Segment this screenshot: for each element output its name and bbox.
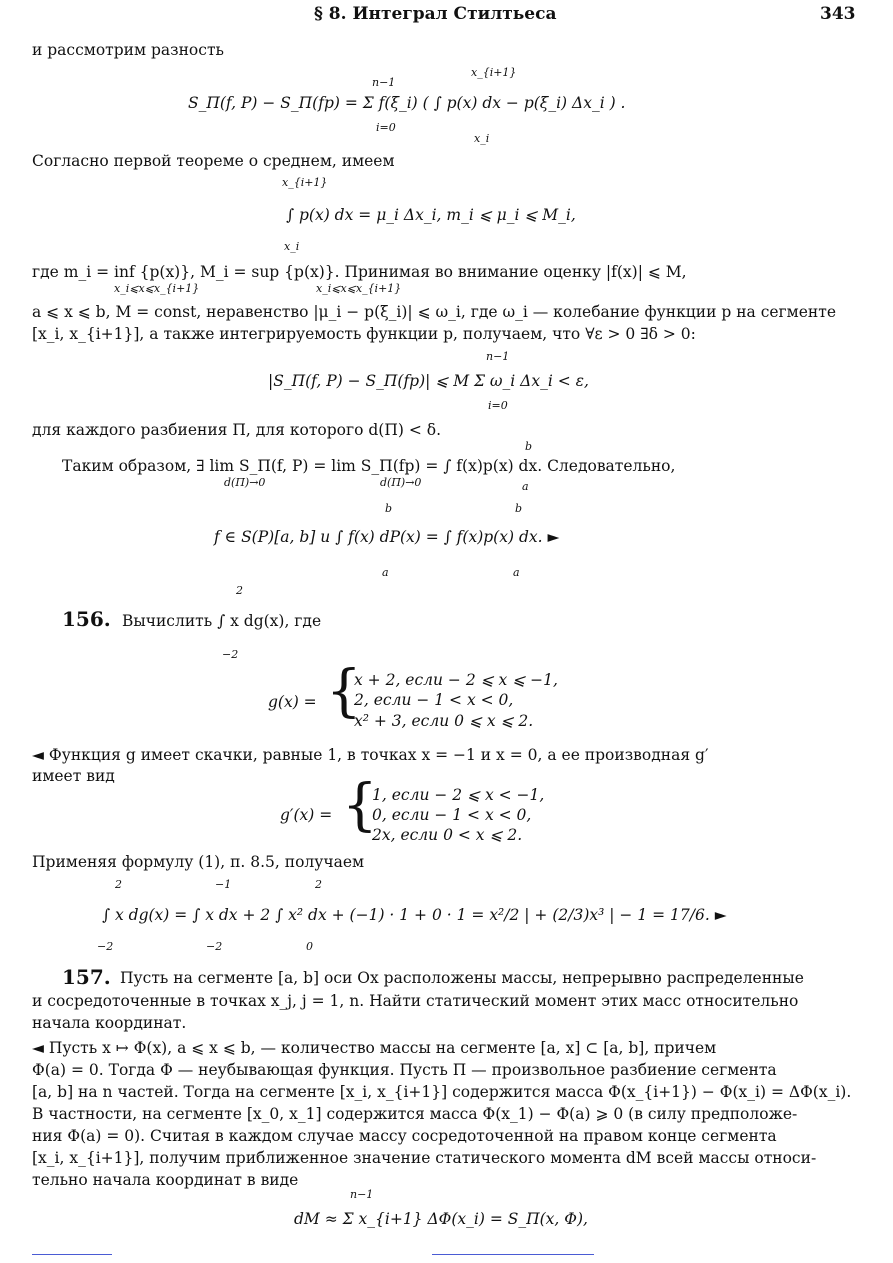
piecewise-case: 2, если − 1 < x < 0, <box>354 691 514 709</box>
piecewise-case: 1, если − 2 ⩽ x < −1, <box>372 786 545 804</box>
text-line: [x_i, x_{i+1}], а также интегрируемость функции p, получаем, что ∀ε > 0 ∃δ > 0: <box>32 325 696 343</box>
integral-upper-limit: b <box>525 440 533 453</box>
text-line: ◄ Функция g имеет скачки, равные 1, в точках x = −1 и x = 0, а ее производная g′ <box>32 746 709 764</box>
problem-number: 156. <box>62 607 111 631</box>
integral-upper-limit: b <box>385 502 393 515</box>
footer-link-line <box>32 1254 112 1255</box>
limit-subscript: d(П)→0 <box>380 476 422 489</box>
sup-subscript: x_i⩽x⩽x_{i+1} <box>316 282 402 295</box>
integral-upper-limit: 2 <box>236 584 243 597</box>
formula-static-moment: dM ≈ Σ x_{i+1} ΔΦ(x_i) = S_П(x, Φ), <box>294 1210 588 1228</box>
text-line: начала координат. <box>32 1014 187 1032</box>
left-brace: { <box>326 659 362 724</box>
left-brace: { <box>342 773 378 838</box>
sum-lower-limit: i=0 <box>376 121 396 134</box>
function-g-label: g(x) = <box>268 693 317 711</box>
text-line: [x_i, x_{i+1}], получим приближенное значение статического момента dM всей массы относи- <box>32 1149 817 1167</box>
formula-stieltjes: f ∈ S(P)[a, b] и ∫ f(x) dP(x) = ∫ f(x)p(x) dx. ► <box>214 528 560 546</box>
text-line: тельно начала координат в виде <box>32 1171 299 1189</box>
limit-subscript: d(П)→0 <box>224 476 266 489</box>
sum-upper-limit: n−1 <box>372 76 396 89</box>
formula-difference: S_П(f, P) − S_П(fp) = Σ f(ξ_i) ( ∫ p(x) dx − p(ξ_i) Δx_i ) . <box>188 94 626 112</box>
integral-lower-limit: a <box>513 566 520 579</box>
text-line: Φ(a) = 0. Тогда Φ — неубывающая функция. Пусть П — произвольное разбиение сегмента <box>32 1061 777 1079</box>
text-line: [a, b] на n частей. Тогда на сегменте [x_i, x_{i+1}] содержится масса Φ(x_{i+1}) − Φ(x_i) = ΔΦ(x_i). <box>32 1083 852 1101</box>
sum-upper-limit: n−1 <box>350 1188 374 1201</box>
problem-statement: Вычислить ∫ x dg(x), где <box>122 612 322 630</box>
problem-number: 157. <box>62 965 111 989</box>
text-line: и рассмотрим разность <box>32 41 224 59</box>
piecewise-case: x² + 3, если 0 ⩽ x ⩽ 2. <box>354 712 534 730</box>
text-line: где m_i = inf {p(x)}, M_i = sup {p(x)}. Принимая во внимание оценку |f(x)| ⩽ M, <box>32 263 687 281</box>
integral-upper-limit: −1 <box>215 878 232 891</box>
text-line: Применяя формулу (1), п. 8.5, получаем <box>32 853 365 871</box>
integral-upper-limit: 2 <box>315 878 322 891</box>
integral-upper-limit: 2 <box>115 878 122 891</box>
formula-computation: ∫ x dg(x) = ∫ x dx + 2 ∫ x² dx + (−1) · 1 + 0 · 1 = x²/2 | + (2/3)x³ | − 1 = 17/6. ► <box>102 906 727 924</box>
text-line: Согласно первой теореме о среднем, имеем <box>32 152 395 170</box>
formula-mean-value: ∫ p(x) dx = μ_i Δx_i, m_i ⩽ μ_i ⩽ M_i, <box>286 206 576 224</box>
integral-lower-limit: a <box>382 566 389 579</box>
integral-lower-limit: a <box>522 480 529 493</box>
integral-lower-limit: x_i <box>284 240 300 253</box>
inf-subscript: x_i⩽x⩽x_{i+1} <box>114 282 200 295</box>
integral-lower-limit: −2 <box>97 940 114 953</box>
section-header: § 8. Интеграл Стилтьеса <box>314 4 557 24</box>
footer-link-line <box>432 1254 594 1255</box>
sum-lower-limit: i=0 <box>488 399 508 412</box>
text-line: Пусть на сегменте [a, b] оси Ox расположены массы, непрерывно распределенные <box>120 969 804 987</box>
sum-upper-limit: n−1 <box>486 350 510 363</box>
piecewise-case: x + 2, если − 2 ⩽ x ⩽ −1, <box>354 671 558 689</box>
text-line: Таким образом, ∃ lim S_П(f, P) = lim S_П(fp) = ∫ f(x)p(x) dx. Следовательно, <box>62 457 676 475</box>
integral-lower-limit: 0 <box>306 940 313 953</box>
integral-upper-limit: x_{i+1} <box>282 176 328 189</box>
text-line: a ⩽ x ⩽ b, M = const, неравенство |μ_i − p(ξ_i)| ⩽ ω_i, где ω_i — колебание функции p на сегменте <box>32 303 836 321</box>
text-line: и сосредоточенные в точках x_j, j = 1, n. Найти статический момент этих масс относительно <box>32 992 799 1010</box>
integral-lower-limit: −2 <box>206 940 223 953</box>
page-number: 343 <box>820 4 856 24</box>
text-line: В частности, на сегменте [x_0, x_1] содержится масса Φ(x_1) − Φ(a) ⩾ 0 (в силу предположе- <box>32 1105 798 1123</box>
text-line: для каждого разбиения П, для которого d(П) < δ. <box>32 421 442 439</box>
formula-estimate: |S_П(f, P) − S_П(fp)| ⩽ M Σ ω_i Δx_i < ε, <box>268 372 589 390</box>
integral-lower-limit: x_i <box>474 132 490 145</box>
text-line: ◄ Пусть x ↦ Φ(x), a ⩽ x ⩽ b, — количество массы на сегменте [a, x] ⊂ [a, b], причем <box>32 1039 717 1057</box>
function-gprime-label: g′(x) = <box>280 806 333 824</box>
text-line: ния Φ(a) = 0). Считая в каждом случае массу сосредоточенной на правом конце сегмента <box>32 1127 777 1145</box>
integral-upper-limit: x_{i+1} <box>471 66 517 79</box>
integral-upper-limit: b <box>515 502 523 515</box>
integral-lower-limit: −2 <box>222 648 239 661</box>
piecewise-case: 0, если − 1 < x < 0, <box>372 806 532 824</box>
piecewise-case: 2x, если 0 < x ⩽ 2. <box>372 826 523 844</box>
text-line: имеет вид <box>32 767 115 785</box>
